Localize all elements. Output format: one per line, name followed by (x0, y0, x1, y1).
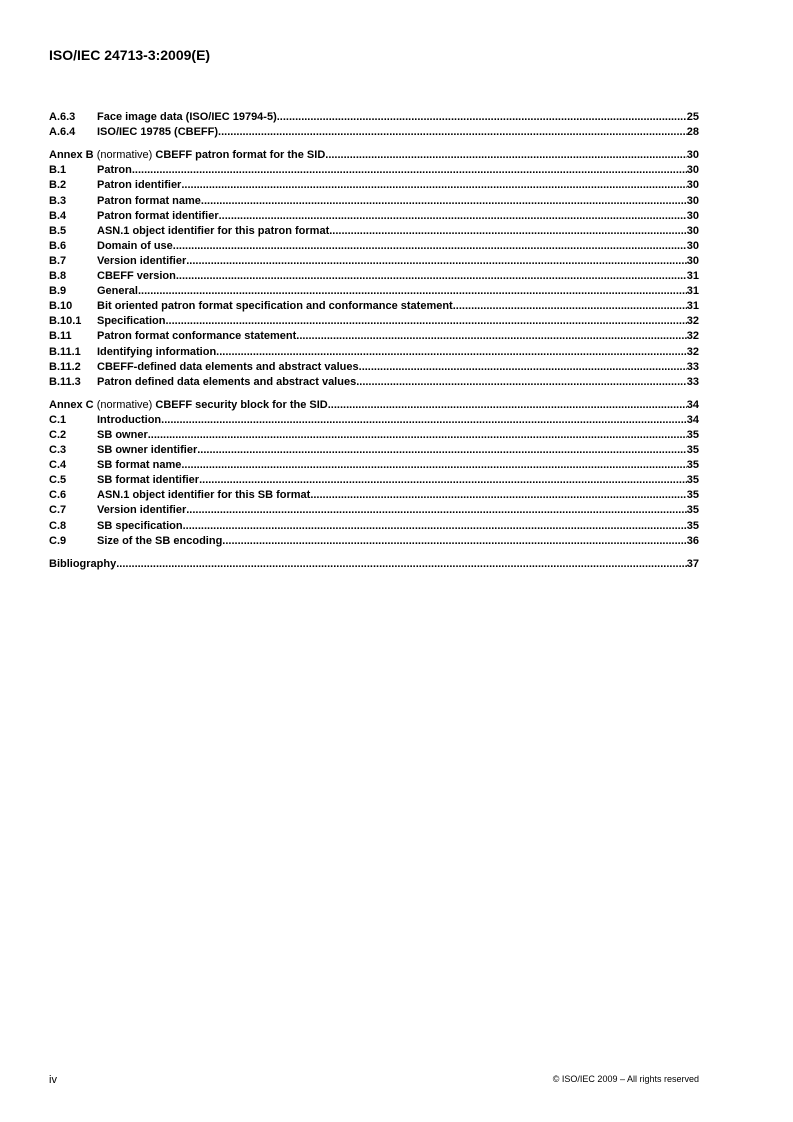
dot-leader (186, 503, 687, 518)
toc-entry-page: 30 (686, 239, 699, 252)
dot-leader (148, 428, 687, 443)
toc-entry-title: Size of the SB encoding (97, 534, 223, 547)
toc-entry-number: B.4 (49, 209, 67, 222)
toc-entry-title: Patron format conformance statement (97, 330, 297, 343)
dot-leader (201, 194, 687, 209)
dot-leader (181, 458, 686, 473)
toc-entry-number: B.9 (49, 285, 67, 298)
toc-entry-title: Patron defined data elements and abstract values (97, 375, 357, 388)
page-footer (49, 1074, 699, 1086)
toc-entry[interactable] (49, 178, 699, 193)
toc-entry[interactable] (49, 518, 699, 533)
toc-entry-page: 33 (686, 360, 699, 373)
page-number: iv (49, 1074, 57, 1086)
toc-entry-title: CBEFF security block for the SID (155, 398, 328, 411)
toc-entry-number: A.6.3 (49, 111, 76, 124)
toc-entry-number: C.3 (49, 444, 67, 457)
toc-entry[interactable] (49, 299, 699, 314)
toc-entry-page: 35 (686, 504, 699, 517)
toc-entry[interactable] (49, 284, 699, 299)
toc-entry-page: 33 (686, 375, 699, 388)
dot-leader (165, 314, 686, 329)
toc-entry-number: B.11.2 (49, 360, 81, 373)
toc-entry-number: C.7 (49, 504, 67, 517)
toc-entry-title: Version identifier (97, 504, 187, 517)
toc-entry-title: Patron identifier (97, 179, 182, 192)
toc-entry[interactable] (49, 375, 699, 390)
toc-entry-number: B.11.3 (49, 375, 81, 388)
toc-entry-title: Face image data (ISO/IEC 19794-5) (97, 111, 277, 124)
toc-entry-title: ASN.1 object identifier for this patron format (97, 224, 330, 237)
toc-entry[interactable] (49, 269, 699, 284)
toc-entry-number: B.6 (49, 239, 67, 252)
toc-entry-page: 31 (686, 285, 699, 298)
toc-entry-number: C.2 (49, 428, 67, 441)
toc-entry-title: General (97, 285, 138, 298)
toc-entry-title: SB owner identifier (97, 444, 198, 457)
toc-entry-title: SB owner (97, 428, 148, 441)
toc-entry-title: CBEFF patron format for the SID (155, 149, 326, 162)
toc-entry-page: 31 (686, 270, 699, 283)
toc-entry-title: Introduction (97, 413, 162, 426)
toc-entry-number: B.1 (49, 164, 67, 177)
toc-annex-entry[interactable] (49, 148, 699, 163)
toc-entry-title: Patron format identifier (97, 209, 219, 222)
toc-entry-title: SB format name (97, 459, 182, 472)
toc-entry[interactable] (49, 428, 699, 443)
toc-entry[interactable] (49, 329, 699, 344)
toc-entry-title: SB format identifier (97, 474, 200, 487)
document-header: ISO/IEC 24713-3:2009(E) (49, 47, 211, 63)
dot-leader (218, 125, 687, 140)
toc-entry[interactable] (49, 239, 699, 254)
dot-leader (329, 224, 687, 239)
toc-entry-title: Domain of use (97, 239, 173, 252)
toc-entry-page: 30 (686, 194, 699, 207)
toc-entry-page: 30 (686, 224, 699, 237)
toc-entry-page: 35 (686, 459, 699, 472)
toc-entry-number: C.1 (49, 413, 67, 426)
dot-leader (181, 178, 686, 193)
dot-leader (186, 254, 687, 269)
toc-entry[interactable] (49, 534, 699, 549)
toc-entry-title: CBEFF version (97, 270, 176, 283)
dot-leader (328, 398, 687, 413)
toc-annex-entry[interactable] (49, 398, 699, 413)
toc-entry-title: CBEFF-defined data elements and abstract values (97, 360, 359, 373)
toc-entry-number: B.11 (49, 330, 72, 343)
toc-entry[interactable] (49, 163, 699, 178)
toc-entry-page: 35 (686, 444, 699, 457)
toc-entry-page: 35 (686, 428, 699, 441)
toc-entry-number: C.4 (49, 459, 67, 472)
dot-leader (132, 163, 687, 178)
dot-leader (310, 488, 686, 503)
dot-leader (356, 375, 687, 390)
dot-leader (216, 345, 687, 360)
toc-entry-number: C.6 (49, 489, 67, 502)
annex-type: (normative) (96, 149, 153, 162)
toc-entry[interactable] (49, 360, 699, 375)
toc-entry-title: SB specification (97, 519, 183, 532)
dot-leader (219, 209, 687, 224)
toc-entry-title: Identifying information (97, 345, 217, 358)
toc-entry-title: Specification (97, 315, 166, 328)
toc-entry-page: 34 (686, 413, 699, 426)
toc-entry-page: 25 (686, 111, 699, 124)
toc-entry[interactable] (49, 473, 699, 488)
toc-entry-page: 35 (686, 474, 699, 487)
toc-entry-title: ISO/IEC 19785 (CBEFF) (97, 126, 219, 139)
dot-leader (116, 557, 687, 572)
toc-entry-page: 37 (686, 557, 699, 570)
toc-entry-number: B.10 (49, 300, 73, 313)
dot-leader (296, 329, 686, 344)
toc-entry-page: 32 (686, 330, 699, 343)
toc-entry-page: 30 (686, 179, 699, 192)
toc-entry[interactable] (49, 224, 699, 239)
toc-entry-page: 32 (686, 315, 699, 328)
toc-entry-title: ASN.1 object identifier for this SB format (97, 489, 311, 502)
dot-leader (161, 413, 687, 428)
toc-entry-title: Bibliography (49, 557, 117, 570)
toc-entry-number: B.2 (49, 179, 67, 192)
dot-leader (277, 110, 687, 125)
toc-entry[interactable] (49, 443, 699, 458)
toc-entry-number: C.8 (49, 519, 67, 532)
dot-leader (453, 299, 687, 314)
toc-entry-number: B.7 (49, 254, 67, 267)
toc-entry-title: Patron format name (97, 194, 201, 207)
toc-entry-number: B.11.1 (49, 345, 81, 358)
toc-entry[interactable] (49, 344, 699, 359)
toc-entry-title: Version identifier (97, 254, 187, 267)
toc-entry-page: 35 (686, 519, 699, 532)
toc-entry-page: 30 (686, 164, 699, 177)
toc-entry-page: 28 (686, 126, 699, 139)
toc-entry-number: B.5 (49, 224, 67, 237)
toc-entry-number: C.9 (49, 534, 67, 547)
table-of-contents (49, 110, 699, 572)
toc-entry[interactable] (49, 503, 699, 518)
toc-entry[interactable] (49, 209, 699, 224)
dot-leader (325, 148, 686, 163)
toc-entry-page: 31 (686, 300, 699, 313)
toc-entry-title: Patron (97, 164, 132, 177)
dot-leader (176, 269, 687, 284)
toc-entry-number: A.6.4 (49, 126, 76, 139)
toc-entry[interactable] (49, 125, 699, 140)
toc-entry[interactable] (49, 193, 699, 208)
toc-entry[interactable] (49, 314, 699, 329)
toc-entry-page: 30 (686, 209, 699, 222)
dot-leader (183, 519, 687, 534)
annex-label: Annex B (49, 149, 94, 162)
annex-type: (normative) (96, 398, 153, 411)
toc-entry-page: 32 (686, 345, 699, 358)
toc-entry[interactable] (49, 110, 699, 125)
annex-label: Annex C (49, 398, 94, 411)
toc-entry-page: 30 (686, 149, 699, 162)
toc-entry-page: 35 (686, 489, 699, 502)
toc-entry-number: B.8 (49, 270, 67, 283)
toc-entry[interactable] (49, 254, 699, 269)
toc-entry-page: 34 (686, 398, 699, 411)
dot-leader (359, 360, 687, 375)
toc-entry-page: 30 (686, 254, 699, 267)
toc-entry-number: B.10.1 (49, 315, 82, 328)
toc-entry-number: B.3 (49, 194, 67, 207)
copyright-notice: © ISO/IEC 2009 – All rights reserved (552, 1074, 699, 1084)
toc-entry-number: C.5 (49, 474, 67, 487)
toc-entry[interactable] (49, 458, 699, 473)
dot-leader (197, 443, 687, 458)
dot-leader (199, 473, 687, 488)
dot-leader (173, 239, 687, 254)
toc-entry[interactable] (49, 488, 699, 503)
toc-annex-heading (49, 148, 325, 163)
toc-entry-page: 36 (686, 534, 699, 547)
toc-entry-title: Bit oriented patron format specification and conformance statement (97, 300, 453, 313)
toc-entry-bibliography[interactable] (49, 557, 699, 572)
toc-annex-heading (49, 398, 328, 413)
toc-entry[interactable] (49, 413, 699, 428)
dot-leader (138, 284, 687, 299)
dot-leader (222, 534, 686, 549)
